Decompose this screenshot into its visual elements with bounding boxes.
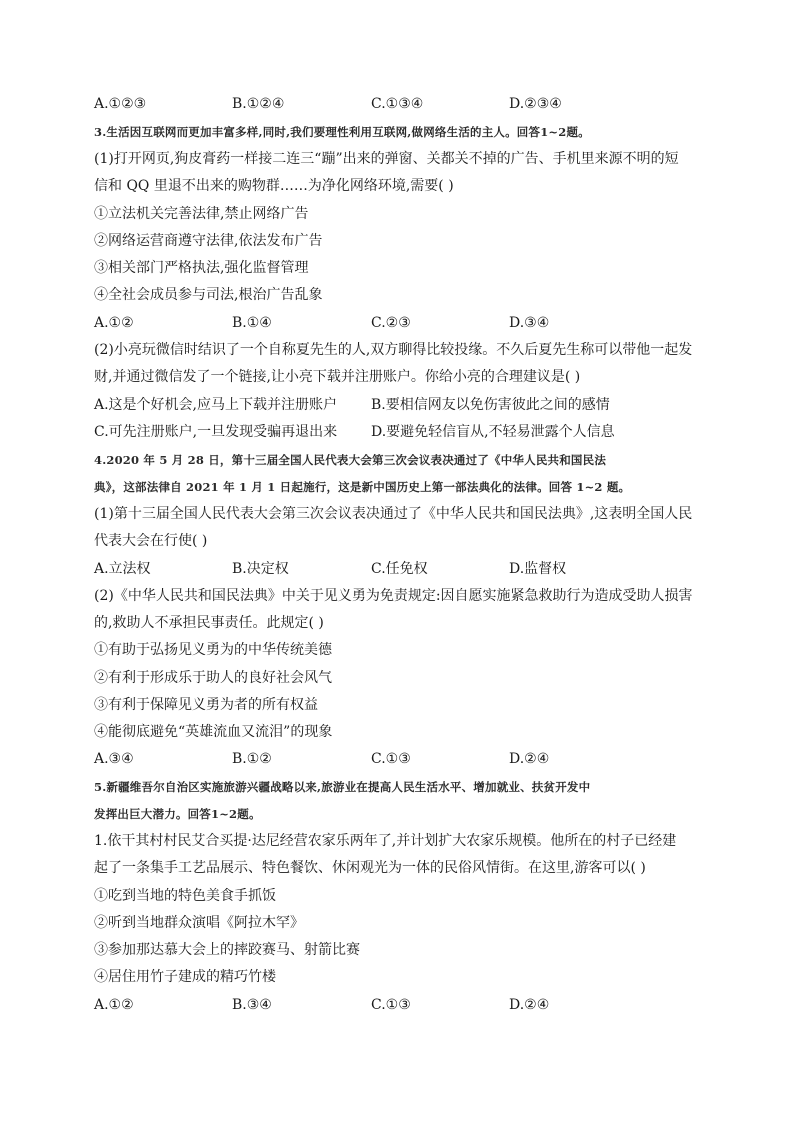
q4-sub2-line2: 的,救助人不承担民事责任。此规定( )	[94, 615, 324, 631]
q4-sub2-item3: ③有利于保障见义勇为者的所有权益	[94, 697, 318, 713]
q5-sub1-line2: 起了一条集手工艺品展示、特色餐饮、休闲观光为一体的民俗风情街。在这里,游客可以( )	[94, 860, 646, 876]
q5-sub1-item1: ①吃到当地的特色美食手抓饭	[94, 888, 276, 904]
q3-sub2-line2: 财,并通过微信发了一个链接,让小亮下载并注册账户。你给小亮的合理建议是( )	[94, 369, 581, 385]
option-c[interactable]: C.可先注册账户,一旦发现受骗再退出来	[94, 424, 338, 440]
q4-sub1-line2: 代表大会在行使( )	[94, 533, 208, 549]
option-c[interactable]: C.①③	[371, 997, 411, 1013]
option-d[interactable]: D.②③④	[509, 96, 562, 112]
option-b[interactable]: B.①②④	[232, 96, 285, 112]
question-5-stem-line1: 5.新疆维吾尔自治区实施旅游兴疆战略以来,旅游业在提高人民生活水平、增加就业、扶贫开发中	[94, 780, 591, 794]
option-a[interactable]: A.③④	[94, 751, 134, 767]
question-5-stem-line2: 发挥出巨大潜力。回答1~2题。	[94, 807, 261, 821]
q4-sub2-item4: ④能彻底避免“英雄流血又流泪”的现象	[94, 724, 333, 740]
option-a[interactable]: A.①②	[94, 997, 134, 1013]
options-row	[94, 423, 734, 441]
option-a[interactable]: A.①②③	[94, 96, 147, 112]
q4-sub1-line1: (1)第十三届全国人民代表大会第三次会议表决通过了《中华人民共和国民法典》,这表明全国人民	[94, 506, 693, 522]
option-b[interactable]: B.③④	[232, 997, 272, 1013]
option-c[interactable]: C.①③	[371, 751, 411, 767]
q3-sub1-item1: ①立法机关完善法律,禁止网络广告	[94, 206, 309, 222]
option-b[interactable]: B.①④	[232, 315, 272, 331]
q5-sub1-line1: 1.依干其村村民艾合买提·达尼经营农家乐两年了,并计划扩大农家乐规模。他所在的村子已经建	[94, 833, 677, 849]
option-b[interactable]: B.决定权	[232, 561, 289, 577]
question-4-stem-line1: 4.2020 年 5 月 28 日，第十三届全国人民代表大会第三次会议表决通过了《中华人民共和国民法	[94, 453, 607, 467]
options-row	[94, 560, 734, 578]
q3-sub1-item3: ③相关部门严格执法,强化监督管理	[94, 260, 309, 276]
q3-sub1-line1: (1)打开网页,狗皮膏药一样接二连三“蹦”出来的弹窗、关都关不掉的广告、手机里来源不明的短	[94, 151, 679, 167]
option-a[interactable]: A.①②	[94, 315, 134, 331]
option-d[interactable]: D.②④	[509, 751, 550, 767]
q5-sub1-item3: ③参加那达慕大会上的摔跤赛马、射箭比赛	[94, 942, 360, 958]
q3-sub1-item4: ④全社会成员参与司法,根治广告乱象	[94, 287, 323, 303]
q4-sub2-line1: (2)《中华人民共和国民法典》中关于见义勇为免责规定:因自愿实施紧急救助行为造成受助人损害	[94, 588, 693, 604]
q4-sub2-item1: ①有助于弘扬见义勇为的中华传统美德	[94, 642, 332, 658]
options-row	[94, 314, 734, 332]
option-d[interactable]: D.要避免轻信盲从,不轻易泄露个人信息	[371, 424, 615, 440]
option-b[interactable]: B.①②	[232, 751, 272, 767]
option-b[interactable]: B.要相信网友以免伤害彼此之间的感情	[371, 397, 610, 413]
question-4-stem-line2: 典》，这部法律自 2021 年 1 月 1 日起施行，这是新中国历史上第一部法典化的法律。回答 1~2 题。	[94, 480, 631, 494]
options-row	[94, 750, 734, 768]
option-a[interactable]: A.立法权	[94, 561, 151, 577]
q5-sub1-item4: ④居住用竹子建成的精巧竹楼	[94, 969, 276, 985]
options-row	[94, 396, 734, 414]
option-c[interactable]: C.任免权	[371, 561, 428, 577]
option-d[interactable]: D.②④	[509, 997, 550, 1013]
q5-sub1-item2: ②听到当地群众演唱《阿拉木罕》	[94, 915, 304, 931]
option-c[interactable]: C.①③④	[371, 96, 424, 112]
options-row	[94, 996, 734, 1014]
option-d[interactable]: D.监督权	[509, 561, 567, 577]
option-a[interactable]: A.这是个好机会,应马上下载并注册账户	[94, 397, 338, 413]
question-3-stem: 3.生活因互联网而更加丰富多样,同时,我们要理性利用互联网,做网络生活的主人。回答1~2题。	[94, 125, 590, 139]
q3-sub2-line1: (2)小亮玩微信时结识了一个自称夏先生的人,双方聊得比较投缘。不久后夏先生称可以带他一起发	[94, 342, 693, 358]
option-c[interactable]: C.②③	[371, 315, 411, 331]
options-row	[94, 95, 734, 113]
q3-sub1-item2: ②网络运营商遵守法律,依法发布广告	[94, 233, 323, 249]
option-d[interactable]: D.③④	[509, 315, 550, 331]
q3-sub1-line2: 信和 QQ 里退不出来的购物群……为净化网络环境,需要( )	[94, 178, 454, 194]
q4-sub2-item2: ②有利于形成乐于助人的良好社会风气	[94, 670, 332, 686]
